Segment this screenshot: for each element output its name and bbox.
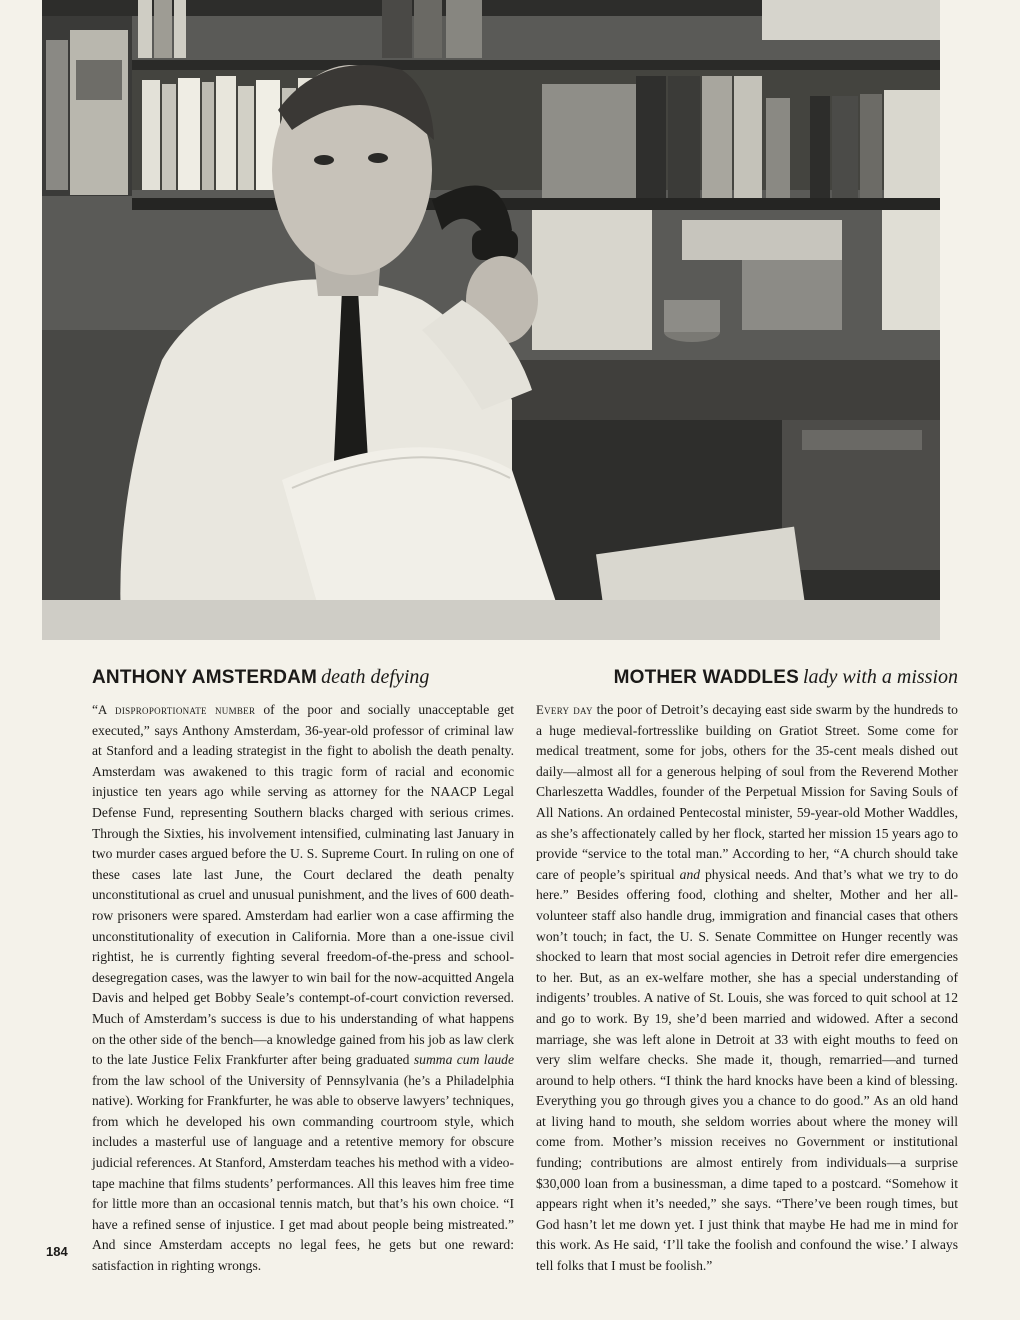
article-body: “A disproportionate number of the poor and socially unacceptable get executed,” says Anthony Amsterdam, 36-year-old professor of criminal law at Stanford and a leading strategist in the fight to abolish the death penalty. Amsterdam was awakened to this tragic form of racial and economic injustice ten years ago while serving as attorney for the NAACP Legal Defense Fund, representing Southern blacks charged with serious crimes. Through the Sixties, his involvement intensified, culminating last January in two murder cases argued before the U. S. Supreme Court. In ruling on one of these cases late last June, the Court declared the death penalty unconstitutional as cruel and unusual punishment, and the lives of 600 death-row prisoners were spared. Amsterdam had earlier won a case affirming the unconstitutionality of execution in California. More than a one-issue civil rightist, he is currently fighting several freedom-of-the-press and school-desegregation cases, was the lawyer to win bail for the now-acquitted Angela Davis and helped get Bobby Seale’s contempt-of-court conviction reversed. Much of Amsterdam’s success is due to his understanding of what happens on the other side of the bench—a knowledge gained from his job as law clerk to the late Justice Felix Frankfurter after being graduated summa cum laude from the law school of the University of Pennsylvania (he’s a Philadelphia native). Working for Frankfurter, he was able to observe lawyers’ techniques, from which he developed his own commanding courtroom style, which includes a masterful use of language and a retentive memory for obscure judicial references. At Stanford, Amsterdam teaches his method with a video-tape machine that films students’ performances. All this leaves him free time for little more than an occasional tennis match, but that’s his own choice. “I have a refined sense of injustice. I get mad about people being mistreated.” And since Amsterdam accepts no legal fees, he gets but one reward: satisfaction in righting wrongs. bbox=[92, 702, 515, 1274]
article-waddles bbox=[536, 664, 958, 1277]
article-heading bbox=[92, 664, 514, 692]
article-amsterdam bbox=[92, 664, 514, 1277]
article-tagline: death defying bbox=[321, 666, 430, 688]
body-text-2: from the law school of the University of Pennsylvania (he’s a Philadelphia native). Working for Frankfurter, he was able to observe lawyers’ techniques, from which he developed his own commanding courtroom style, which includes a masterful use of language and a retentive memory for obscure judicial references. At Stanford, Amsterdam teaches his method with a video-tape machine that films students’ performances. All this leaves him free time for little more than an occasional tennis match, but that’s his own choice. “I have a refined sense of injustice. I get mad about people being mistreated.” And since Amsterdam accepts no legal fees, he gets but one reward: satisfaction in righting wrongs. bbox=[92, 1072, 514, 1274]
body-emphasis: summa cum laude bbox=[413, 1052, 515, 1068]
article-tagline: lady with a mission bbox=[802, 666, 958, 688]
page-number: 184 bbox=[46, 1244, 68, 1259]
lead-in: Every day bbox=[536, 703, 593, 717]
article-body bbox=[536, 700, 958, 1277]
article-name: MOTHER WADDLES bbox=[613, 667, 799, 688]
body-text-1: of the poor and socially unacceptable get executed,” says Anthony Amsterdam, 36-year-old professor of criminal law at Stanford and a leading strategist in the fight to abolish the death penalty. Amsterdam was awakened to this tragic form of racial and economic injustice ten years ago while serving as attorney for the NAACP Legal Defense Fund, representing Southern blacks charged with serious crimes. Through the Sixties, his involvement intensified, culminating last January in two murder cases argued before the U. S. Supreme Court. In ruling on one of these cases late last June, the Court declared the death penalty unconstitutional as cruel and unusual punishment, and the lives of 600 death-row prisoners were spared. Amsterdam had earlier won a case affirming the unconstitutionality of execution in California. More than a one-issue civil rightist, he is currently fighting several freedom-of-the-press and school-desegregation cases, was the lawyer to win bail for the now-acquitted Angela Davis and helped get Bobby Seale’s contempt-of-court conviction reversed. Much of Amsterdam’s success is due to his understanding of what happens on the other side of the bench—a knowledge gained from his job as law clerk to the late Justice Felix Frankfurter after being graduated bbox=[92, 702, 514, 1068]
body-emphasis: and bbox=[679, 866, 701, 882]
body-text-2: physical needs. And that’s what we try to do here.” Besides offering food, clothing and shelter, Mother and her all-volunteer staff also handle drug, immigration and financial cases that others won’t touch; in fact, the U. S. Senate Committee on Hunger recently was shocked to learn that most social agencies in Detroit refer dire emergencies to her. But, as an ex-welfare mother, she has a special understanding of indigents’ troubles. A native of St. Louis, she was forced to quit school at 12 and go to work. By 19, she’d been married and widowed. After a second marriage, she was left alone in Detroit at 33 with eight mouths to feed on very slim welfare checks. She made it, though, remarried—and turned around to help others. “I think the hard knocks have been a kind of blessing. Everything you go through gives you a chance to do good.” As an old hand at living hand to mouth, she seldom worries about where the money will come from. Mother’s mission receives no Government or institutional funding; contributions are almost entirely from individuals—a surprise $30,000 loan from a businessman, a dime taped to a postcard. “Somehow it appears right when it’s needed,” she says. “There’ve been rough times, but God hasn’t let me down yet. I just think that maybe He had me in mind for this work. As He said, ‘I’ll take the foolish and confound the wise.’ I always tell folks that I must be foolish.” bbox=[536, 866, 958, 1274]
photo-amsterdam-on-phone bbox=[42, 0, 940, 640]
article-heading bbox=[536, 664, 958, 692]
photo-illustration bbox=[42, 0, 940, 640]
lead-in: A disproportionate number bbox=[98, 703, 256, 717]
body-text-1: the poor of Detroit’s decaying east side swarm by the hundreds to a huge medieval-fortresslike building on Gratiot Street. Some come for medical treatment, some for jobs, others for the 35-cent meals dished out daily—almost all for a generous helping of soul from the Reverend Mother Charleszetta Waddles, founder of the Perpetual Mission for Saving Souls of All Nations. An ordained Pentecostal minister, 59-year-old Mother Waddles, as she’s affectionately called by her flock, started her mission 15 years ago to provide “service to the total man.” According to her, “A church should take care of people’s spiritual bbox=[536, 702, 958, 882]
article-name: ANTHONY AMSTERDAM bbox=[92, 667, 318, 688]
